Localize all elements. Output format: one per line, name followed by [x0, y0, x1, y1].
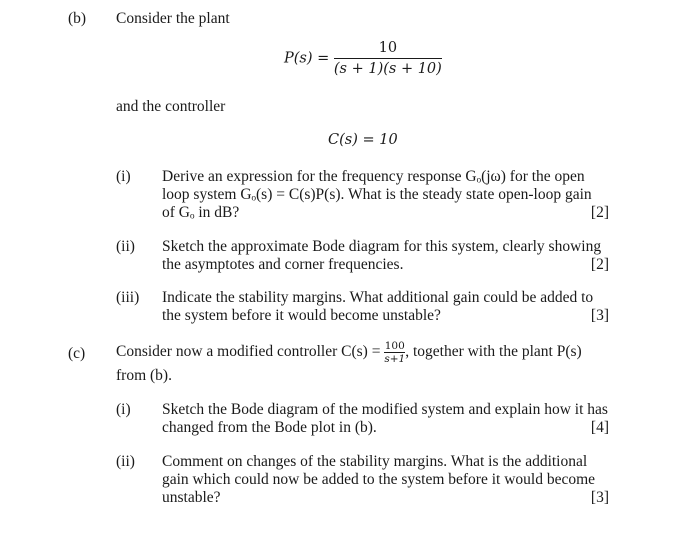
c-q2-line1: Comment on changes of the stability margins. What is the additional [162, 453, 588, 470]
c-q2-marks: [3] [590, 489, 609, 506]
plant-denominator: (s + 1)(s + 10) [333, 61, 442, 77]
part-c-intro-line2: from (b). [116, 367, 172, 384]
and-controller-text: and the controller [116, 98, 226, 115]
plant-fraction [334, 38, 442, 79]
c-q2-text [162, 453, 609, 507]
b-q3-text [162, 289, 609, 325]
part-b-intro: Consider the plant [116, 10, 230, 27]
b-q1-line3: of Gₒ in dB? [162, 204, 240, 221]
c-q2-label: (ii) [116, 453, 135, 470]
c-q1-line1: Sketch the Bode diagram of the modified system and explain how it has [162, 401, 608, 418]
b-q1-line2: loop system Gₒ(s) = C(s)P(s). What is the steady state open-loop gain [162, 186, 592, 203]
part-c-intro-post: , together with the plant P(s) [405, 343, 582, 360]
c-q1-text [162, 401, 609, 437]
b-q1-marks: [2] [590, 204, 609, 221]
c-q2-line2: gain which could now be added to the system before it would become [162, 471, 596, 488]
b-q1-label: (i) [116, 168, 131, 185]
b-q3-label: (iii) [116, 289, 140, 306]
c-q1-label: (i) [116, 401, 131, 418]
b-q3-marks: [3] [590, 307, 609, 324]
b-q2-line2: the asymptotes and corner frequencies. [162, 256, 404, 273]
b-q3-line2: the system before it would become unstable? [162, 307, 441, 324]
controller-equation: C(s) = 10 [328, 132, 398, 148]
c-q1-marks: [4] [590, 419, 609, 436]
modified-controller-fraction [384, 340, 405, 365]
c-q2-line3-wrap [162, 489, 609, 507]
b-q1-line3-wrap [162, 204, 609, 222]
b-q2-marks: [2] [590, 256, 609, 273]
part-b-label: (b) [68, 10, 87, 27]
b-q2-line1: Sketch the approximate Bode diagram for this system, clearly showing [162, 238, 602, 255]
b-q1-line1: Derive an expression for the frequency response Gₒ(jω) for the open [162, 168, 585, 185]
plant-equation [284, 38, 442, 79]
b-q3-line1: Indicate the stability margins. What additional gain could be added to [162, 289, 594, 306]
plant-numerator: 10 [378, 40, 398, 56]
c-q2-line3: unstable? [162, 489, 221, 506]
b-q1-text [162, 168, 609, 222]
modified-controller-denominator: s+1 [384, 353, 406, 365]
modified-controller-numerator: 100 [384, 340, 405, 352]
part-c-intro-pre: Consider now a modified controller C(s) = [116, 343, 381, 360]
b-q2-line2-wrap [162, 256, 609, 274]
plant-lhs: P(s) = [284, 50, 330, 67]
part-c-label: (c) [68, 345, 86, 362]
c-q1-line2: changed from the Bode plot in (b). [162, 419, 377, 436]
b-q2-text [162, 238, 609, 274]
b-q2-label: (ii) [116, 238, 135, 255]
part-c-intro [116, 340, 582, 365]
c-q1-line2-wrap [162, 419, 609, 437]
b-q3-line2-wrap [162, 307, 609, 325]
